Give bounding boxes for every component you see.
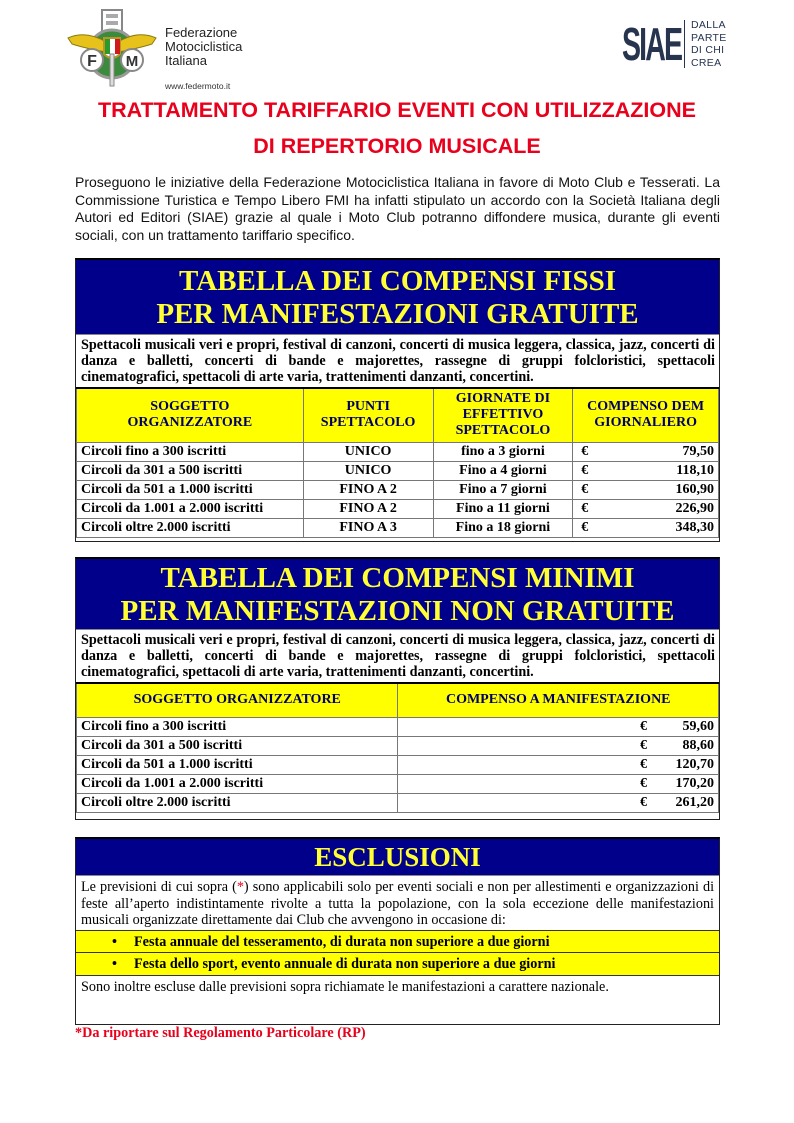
cell-giornate: Fino a 11 giorni — [433, 499, 573, 518]
exclusion-item-label: Festa annuale del tesseramento, di durata non superiore a due giorni — [134, 933, 550, 950]
column-header-compenso: COMPENSO DEM GIORNALIERO — [573, 388, 719, 442]
fmi-name-line: Motociclistica — [165, 39, 243, 54]
amount: 261,20 — [675, 794, 714, 810]
cell-compenso — [398, 793, 719, 812]
siae-tagline-line: CREA — [691, 56, 722, 69]
cell-giornate: Fino a 7 giorni — [433, 480, 573, 499]
table-row — [77, 793, 719, 812]
column-header-soggetto: SOGGETTO ORGANIZZATORE — [77, 683, 398, 717]
amount: 88,60 — [682, 737, 714, 753]
table-row — [77, 518, 719, 537]
table-row — [77, 480, 719, 499]
column-header-punti: PUNTI SPETTACOLO — [303, 388, 433, 442]
cell-compenso — [398, 717, 719, 736]
fmi-logo — [66, 8, 158, 88]
svg-text:M: M — [125, 53, 139, 70]
currency-symbol: € — [581, 462, 589, 478]
amount: 79,50 — [682, 443, 714, 459]
currency-symbol: € — [640, 737, 647, 753]
bullet-icon: • — [112, 955, 117, 972]
table-row — [77, 717, 719, 736]
minimum-fees-description: Spettacoli musicali veri e propri, festival di canzoni, concerti di musica leggera, classica, jazz, concerti di danza e balletti, concerti di bande e majorettes, rassegne di gruppi folcloristici, spettacoli cinematografici, spettacoli di arte varia, trattenimenti danzanti, concertini. — [76, 629, 719, 682]
column-header-soggetto: SOGGETTO ORGANIZZATORE — [77, 388, 304, 442]
currency-symbol: € — [640, 794, 647, 810]
cell-soggetto: Circoli fino a 300 iscritti — [77, 442, 304, 461]
exclusion-item — [76, 930, 719, 953]
fixed-fees-table-box — [75, 258, 720, 542]
cell-punti: FINO A 2 — [303, 499, 433, 518]
fixed-fees-table — [76, 387, 719, 538]
exclusions-text-start: Le previsioni di cui sopra ( — [81, 879, 237, 895]
cell-compenso — [573, 499, 719, 518]
cell-soggetto: Circoli oltre 2.000 iscritti — [77, 518, 304, 537]
cell-compenso — [573, 518, 719, 537]
table-row — [77, 774, 719, 793]
asterisk-marker: * — [236, 879, 244, 895]
amount: 160,90 — [675, 481, 714, 497]
cell-soggetto: Circoli da 1.001 a 2.000 iscritti — [77, 774, 398, 793]
exclusions-footer: Sono inoltre escluse dalle previsioni sopra richiamate le manifestazioni a carattere nazionale. — [81, 978, 609, 995]
currency-symbol: € — [581, 481, 589, 497]
table-row — [77, 442, 719, 461]
cell-compenso — [398, 755, 719, 774]
cell-compenso — [398, 736, 719, 755]
amount: 348,30 — [675, 519, 714, 535]
minimum-fees-table-box — [75, 557, 720, 820]
intro-paragraph: Proseguono le iniziative della Federazione Motociclistica Italiana in favore di Moto Club e Tesserati. La Commissione Turistica e Tempo Libero FMI ha infatti stipulato un accordo con la Società Italiana degli Autori ed Editori (SIAE) grazie al quale i Moto Club potranno diffondere musica, durante gli eventi sociali, con un trattamento tariffario specifico. — [75, 174, 720, 243]
siae-divider — [684, 20, 685, 68]
currency-symbol: € — [581, 500, 589, 516]
table-header-row — [77, 683, 719, 717]
siae-tagline-line: PARTE — [691, 31, 727, 44]
cell-compenso — [398, 774, 719, 793]
bullet-icon: • — [112, 933, 117, 950]
cell-soggetto: Circoli da 1.001 a 2.000 iscritti — [77, 499, 304, 518]
minimum-fees-title — [76, 559, 719, 629]
cell-soggetto: Circoli da 301 a 500 iscritti — [77, 736, 398, 755]
column-header-compenso: COMPENSO A MANIFESTAZIONE — [398, 683, 719, 717]
amount: 59,60 — [682, 718, 714, 734]
page-title-line-2: DI REPERTORIO MUSICALE — [253, 134, 541, 158]
cell-soggetto: Circoli da 501 a 1.000 iscritti — [77, 755, 398, 774]
minimum-fees-title-line-1: TABELLA DEI COMPENSI MINIMI — [160, 562, 635, 594]
currency-symbol: € — [581, 443, 589, 459]
fmi-name-line: Italiana — [165, 53, 207, 68]
siae-wordmark: SIAE — [622, 18, 682, 70]
cell-punti: FINO A 3 — [303, 518, 433, 537]
exclusions-box — [75, 837, 720, 1025]
cell-compenso — [573, 480, 719, 499]
minimum-fees-table — [76, 682, 719, 813]
siae-logo — [622, 18, 727, 70]
exclusions-text — [76, 875, 719, 930]
cell-soggetto: Circoli da 301 a 500 iscritti — [77, 461, 304, 480]
cell-soggetto: Circoli da 501 a 1.000 iscritti — [77, 480, 304, 499]
svg-text:F: F — [87, 53, 97, 70]
table-row — [77, 755, 719, 774]
cell-giornate: Fino a 18 giorni — [433, 518, 573, 537]
table-row — [77, 461, 719, 480]
cell-giornate: fino a 3 giorni — [433, 442, 573, 461]
cell-soggetto: Circoli oltre 2.000 iscritti — [77, 793, 398, 812]
fmi-name — [165, 26, 242, 68]
currency-symbol: € — [581, 519, 589, 535]
cell-punti: UNICO — [303, 461, 433, 480]
siae-tagline-line: DI CHI — [691, 44, 725, 56]
cell-punti: FINO A 2 — [303, 480, 433, 499]
exclusions-title: ESCLUSIONI — [76, 839, 719, 875]
table-row — [77, 499, 719, 518]
minimum-fees-title-line-2: PER MANIFESTAZIONI NON GRATUITE — [120, 595, 675, 627]
currency-symbol: € — [640, 718, 647, 734]
fixed-fees-title — [76, 260, 719, 334]
amount: 120,70 — [675, 756, 714, 772]
fixed-fees-description: Spettacoli musicali veri e propri, festival di canzoni, concerti di musica leggera, classica, jazz, concerti di danza e balletti, concerti di bande e majorettes, rassegne di gruppi folcloristici, spettacoli cinematografici, spettacoli di arte varia, trattenimenti danzanti, concertini. — [76, 334, 719, 387]
exclusion-item — [76, 953, 719, 976]
fmi-website-link[interactable]: www.federmoto.it — [165, 81, 231, 91]
cell-compenso — [573, 442, 719, 461]
footnote: *Da riportare sul Regolamento Particolare (RP) — [75, 1025, 366, 1041]
exclusions-text-end: ) sono applicabili solo per eventi sociali e non per allestimenti e organizzazioni di feste all’aperto indistintamente rivolte a tutta la popolazione, con la sola eccezione delle manifestazioni musicali organizzate direttamente dai Club che avvengono in occasione di: — [81, 879, 715, 928]
cell-giornate: Fino a 4 giorni — [433, 461, 573, 480]
currency-symbol: € — [640, 756, 647, 772]
cell-compenso — [573, 461, 719, 480]
fmi-eagle-logo-icon — [66, 8, 158, 88]
amount: 118,10 — [676, 462, 714, 478]
fixed-fees-title-line-1: TABELLA DEI COMPENSI FISSI — [179, 265, 616, 297]
currency-symbol: € — [640, 775, 647, 791]
amount: 226,90 — [675, 500, 714, 516]
amount: 170,20 — [675, 775, 714, 791]
exclusion-item-label: Festa dello sport, evento annuale di durata non superiore a due giorni — [134, 955, 556, 972]
fixed-fees-title-line-2: PER MANIFESTAZIONI GRATUITE — [156, 298, 639, 330]
fmi-name-line: Federazione — [165, 25, 238, 40]
column-header-giornate: GIORNATE DI EFFETTIVO SPETTACOLO — [433, 388, 573, 442]
table-row — [77, 736, 719, 755]
siae-tagline-line: DALLA — [691, 19, 726, 31]
siae-tagline — [691, 18, 727, 70]
table-header-row — [77, 388, 719, 442]
cell-punti: UNICO — [303, 442, 433, 461]
page-title-line-1: TRATTAMENTO TARIFFARIO EVENTI CON UTILIZZAZIONE — [98, 98, 696, 122]
cell-soggetto: Circoli fino a 300 iscritti — [77, 717, 398, 736]
